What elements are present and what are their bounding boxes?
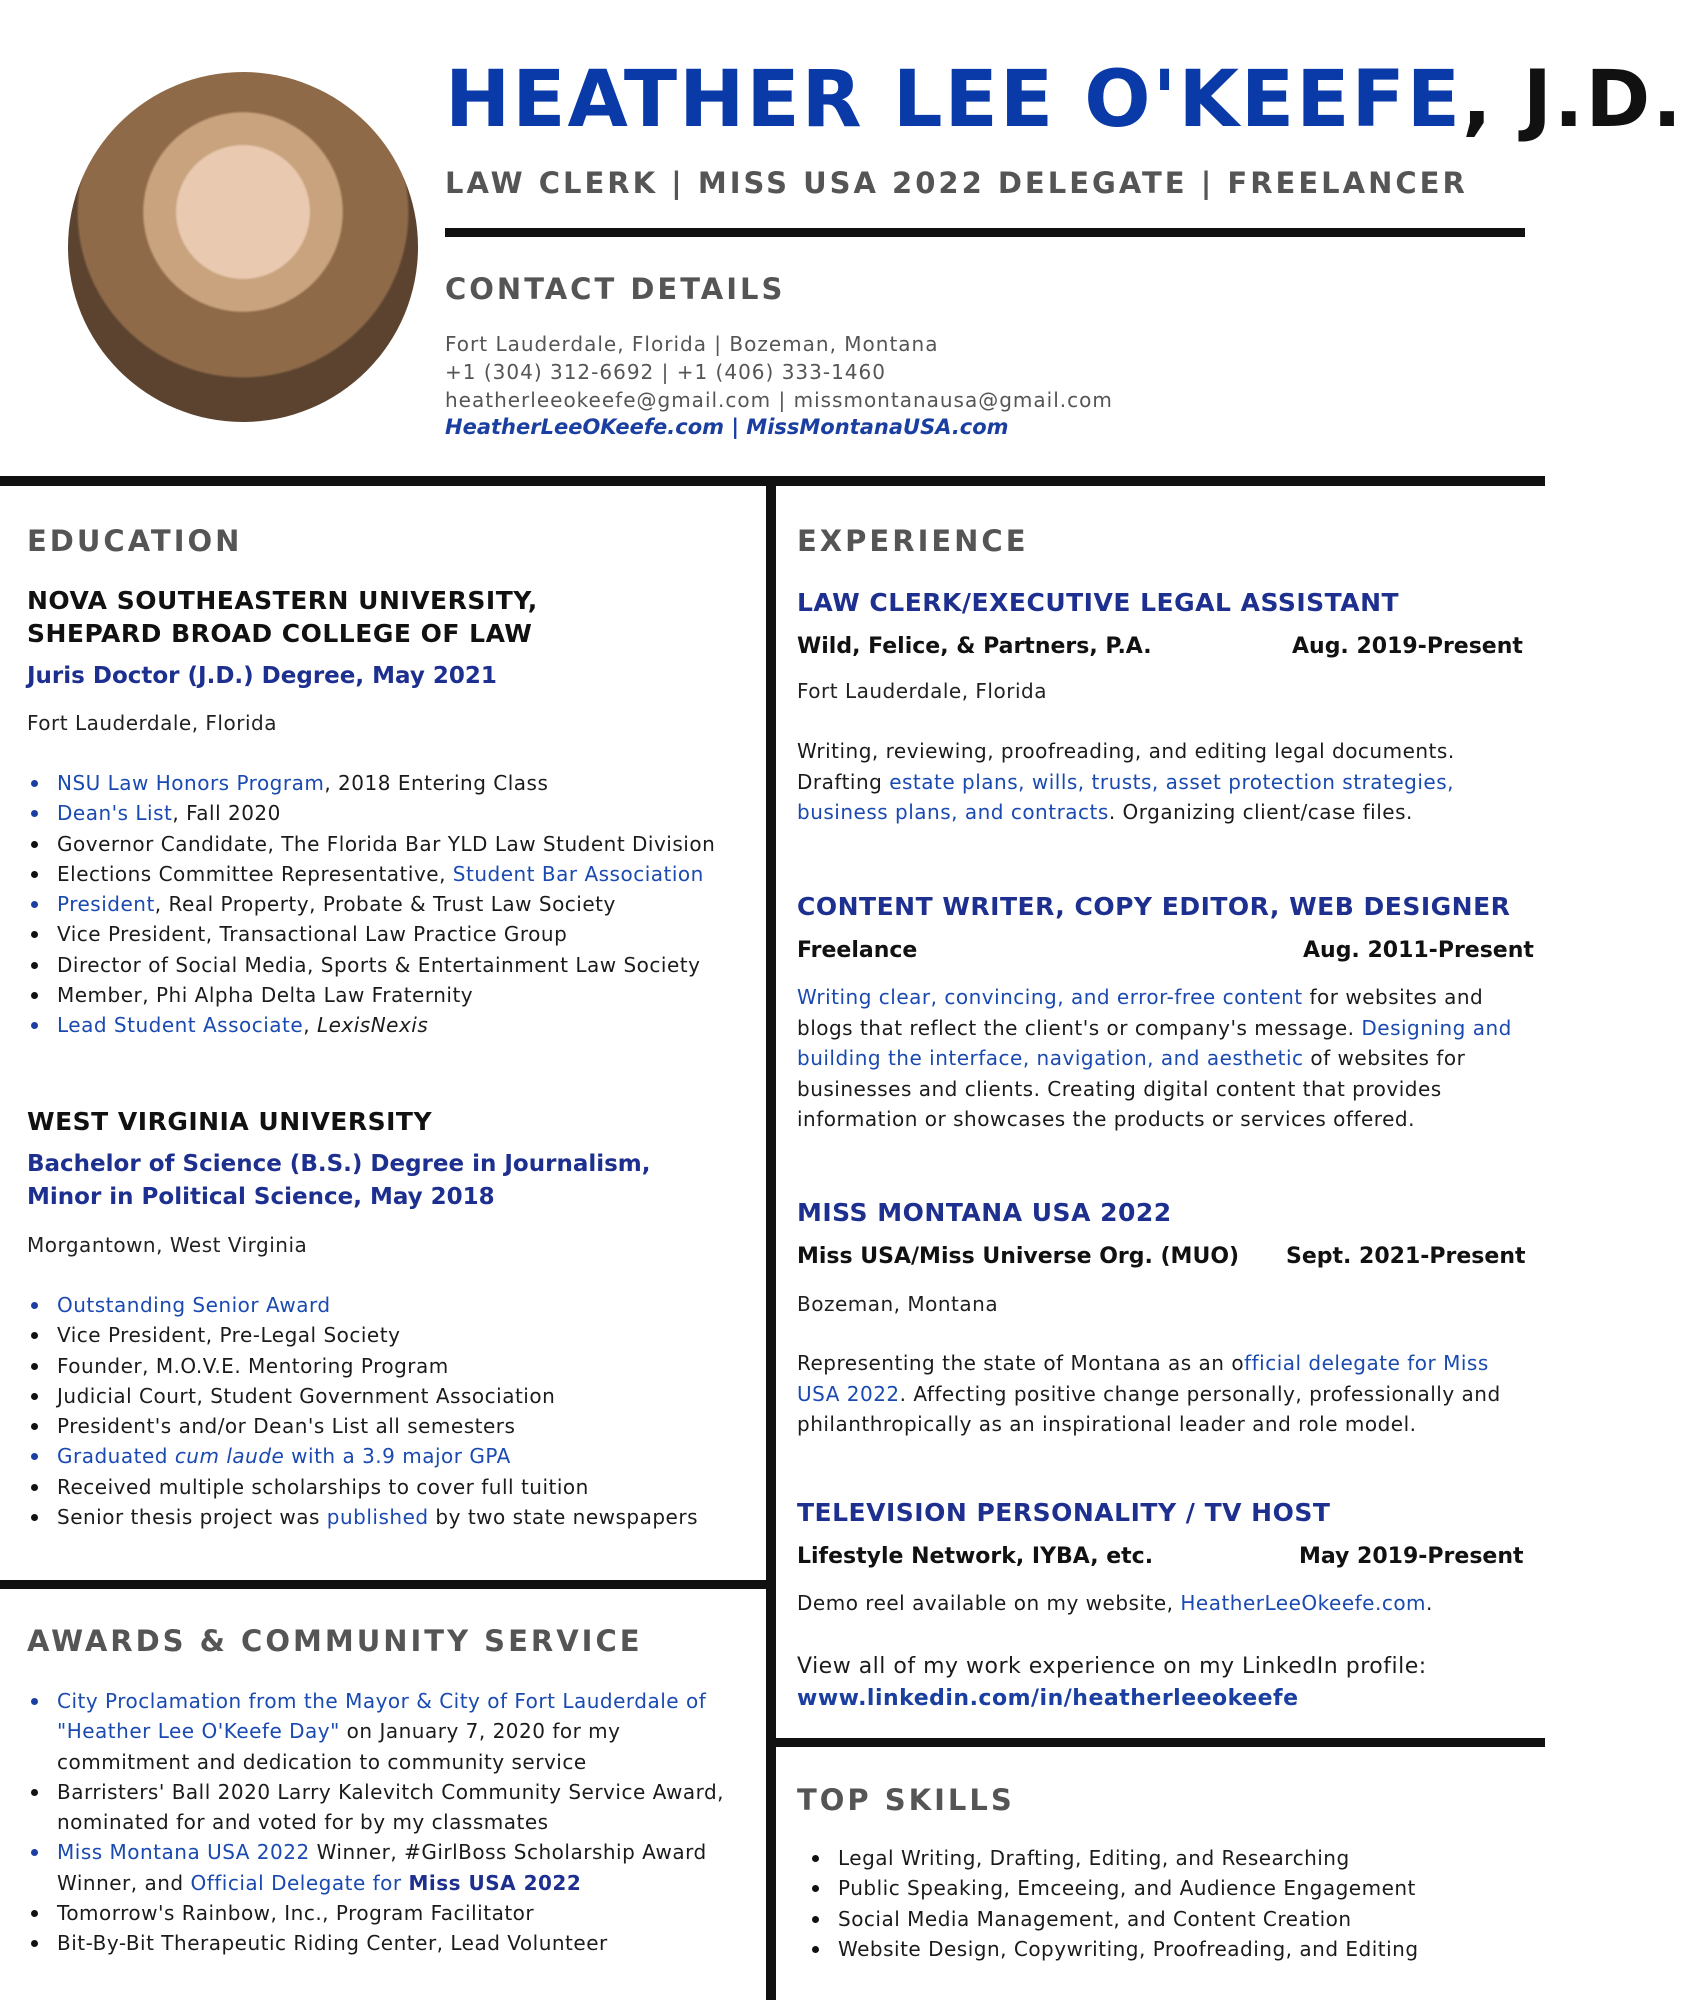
contact-heading: CONTACT DETAILS (445, 272, 786, 306)
contact-phones: +1 (304) 312-6692 | +1 (406) 333-1460 (445, 360, 886, 384)
job1-link[interactable]: estate plans, wills, trusts, asset protection strategies, business plans, and contracts (797, 769, 1454, 824)
nsu-honors-link[interactable]: NSU Law Honors Program (57, 771, 325, 795)
list-item: Social Media Management, and Content Creation (808, 1904, 1528, 1934)
proclamation-link[interactable]: City Proclamation from the Mayor & City of Fort Lauderdale of "Heather Lee O'Keefe Day" (57, 1689, 707, 1744)
name-text: HEATHER LEE O'KEEFE (445, 55, 1463, 145)
nsu-list (27, 768, 757, 1041)
list-item (27, 1837, 727, 1898)
profile-photo (68, 72, 418, 422)
job1-description (797, 736, 1527, 828)
job3-link[interactable]: fficial delegate for Miss USA 2022 (797, 1351, 1489, 1406)
official-delegate-link[interactable]: Official Delegate for (190, 1870, 409, 1895)
job3-org: Miss USA/Miss Universe Org. (MUO) (797, 1244, 1240, 1269)
job2-date: Aug. 2011-Present (1303, 938, 1534, 963)
job4-description (797, 1588, 1532, 1619)
job1-date: Aug. 2019-Present (1292, 634, 1523, 659)
wvu-degree (27, 1148, 651, 1214)
page-title (445, 55, 1684, 145)
list-item (27, 768, 757, 798)
list-item (27, 1290, 757, 1320)
list-item-text: on January 7, 2020 for my commitment and dedication to community service (57, 1719, 621, 1774)
job2-org: Freelance (797, 938, 918, 963)
sba-link[interactable]: Student Bar Association (452, 861, 704, 886)
job3-location: Bozeman, Montana (797, 1292, 999, 1316)
wvu-list (27, 1290, 757, 1532)
list-item: Website Design, Copywriting, Proofreading, and Editing (808, 1934, 1528, 1964)
nsu-school (27, 584, 538, 650)
linkedin-text: View all of my work experience on my LinkedIn profile: (797, 1654, 1427, 1679)
published-link[interactable]: published (326, 1505, 429, 1530)
job4-title: TELEVISION PERSONALITY / TV HOST (797, 1498, 1331, 1527)
list-item (27, 889, 757, 919)
job4-link[interactable]: HeatherLeeOkeefe.com (1180, 1591, 1427, 1615)
job3-date: Sept. 2021-Present (1286, 1244, 1526, 1269)
header-divider (445, 228, 1525, 237)
contact-emails[interactable]: heatherleeokeefe@gmail.com | missmontanausa@gmail.com (445, 388, 1113, 412)
list-item: Barristers' Ball 2020 Larry Kalevitch Community Service Award, nominated for and voted for by my classmates (27, 1777, 727, 1838)
left-divider (0, 1580, 770, 1589)
name-suffix: , J.D. (1462, 55, 1684, 145)
job1-title: LAW CLERK/EXECUTIVE LEGAL ASSISTANT (797, 588, 1400, 617)
list-item-text[interactable]: Graduated (57, 1444, 175, 1469)
lead-associate-link[interactable]: Lead Student Associate (57, 1013, 304, 1038)
list-item (27, 798, 757, 828)
column-divider (766, 476, 776, 2000)
president-link[interactable]: President (57, 892, 155, 917)
list-item-text: , (303, 1013, 317, 1038)
list-item-text: by two state newspapers (428, 1505, 698, 1530)
linkedin-link[interactable]: www.linkedin.com/in/heatherleeokeefe (797, 1686, 1299, 1711)
paragraph-text: . Affecting positive change personally, professionally and philanthropically as an inspirational leader and role model. (797, 1381, 1501, 1436)
wvu-school: WEST VIRGINIA UNIVERSITY (27, 1107, 433, 1136)
experience-heading: EXPERIENCE (797, 524, 1029, 558)
list-item: Received multiple scholarships to cover full tuition (27, 1472, 757, 1502)
awards-heading: AWARDS & COMMUNITY SERVICE (27, 1624, 643, 1658)
skills-list (808, 1843, 1528, 1964)
list-item-text: Elections Committee Representative, (57, 861, 453, 886)
contact-websites[interactable]: HeatherLeeOKeefe.com | MissMontanaUSA.com (445, 415, 1009, 439)
job1-location: Fort Lauderdale, Florida (797, 679, 1047, 703)
right-divider (770, 1738, 1545, 1747)
wvu-degree-line1: Bachelor of Science (B.S.) Degree in Journalism, (27, 1151, 651, 1177)
list-item: Judicial Court, Student Government Association (27, 1381, 757, 1411)
list-item-text: , Fall 2020 (172, 801, 281, 826)
job3-title: MISS MONTANA USA 2022 (797, 1198, 1172, 1227)
subtitle: LAW CLERK | MISS USA 2022 DELEGATE | FREELANCER (445, 166, 1468, 200)
list-item: Member, Phi Alpha Delta Law Fraternity (27, 980, 757, 1010)
paragraph-text: Representing the state of Montana as an o (797, 1351, 1245, 1375)
awards-list (27, 1686, 727, 1959)
list-item: Governor Candidate, The Florida Bar YLD Law Student Division (27, 829, 757, 859)
job4-date: May 2019-Present (1299, 1544, 1524, 1569)
list-item: Director of Social Media, Sports & Entertainment Law Society (27, 950, 757, 980)
list-item: Tomorrow's Rainbow, Inc., Program Facilitator (27, 1898, 727, 1928)
list-item: Vice President, Pre-Legal Society (27, 1320, 757, 1350)
deans-list-link[interactable]: Dean's List (57, 801, 173, 826)
contact-location: Fort Lauderdale, Florida | Bozeman, Montana (445, 332, 939, 356)
list-item-text: , Real Property, Probate & Trust Law Society (154, 892, 616, 917)
list-item (27, 859, 757, 889)
list-item: President's and/or Dean's List all semesters (27, 1411, 757, 1441)
list-item-text: , 2018 Entering Class (324, 771, 549, 795)
miss-montana-link[interactable]: Miss Montana USA 2022 (57, 1840, 310, 1865)
skills-heading: TOP SKILLS (797, 1783, 1015, 1817)
job1-org: Wild, Felice, & Partners, P.A. (797, 634, 1152, 659)
list-item: Vice President, Transactional Law Practice Group (27, 919, 757, 949)
list-item-text[interactable]: cum laude (174, 1444, 285, 1469)
paragraph-text: for websites and blogs that reflect the client's or company's message. (797, 985, 1484, 1040)
senior-award-link[interactable]: Outstanding Senior Award (57, 1293, 331, 1317)
job3-description (797, 1348, 1532, 1440)
list-item: Public Speaking, Emceeing, and Audience Engagement (808, 1873, 1528, 1903)
list-item-text: Winner, #GirlBoss Scholarship Award Winner, and (57, 1840, 707, 1895)
paragraph-text: . (1426, 1591, 1433, 1615)
job2-title: CONTENT WRITER, COPY EDITOR, WEB DESIGNER (797, 892, 1511, 921)
list-item-text[interactable]: with a 3.9 major GPA (284, 1444, 511, 1469)
job2-link-designing[interactable]: Designing and building the interface, navigation, and aesthetic (797, 1015, 1512, 1070)
paragraph-text: . Organizing client/case files. (1108, 800, 1413, 824)
job2-link-writing[interactable]: Writing clear, convincing, and error-free content (797, 985, 1303, 1009)
paragraph-text: Demo reel available on my website, (797, 1591, 1181, 1615)
list-item: Legal Writing, Drafting, Editing, and Researching (808, 1843, 1528, 1873)
list-item (27, 1010, 757, 1040)
list-item[interactable] (27, 1441, 757, 1471)
list-item (27, 1502, 757, 1532)
list-item-text: Senior thesis project was (57, 1505, 327, 1530)
wvu-degree-line2: Minor in Political Science, May 2018 (27, 1184, 495, 1210)
list-item: Bit-By-Bit Therapeutic Riding Center, Lead Volunteer (27, 1928, 727, 1958)
job4-org: Lifestyle Network, IYBA, etc. (797, 1544, 1154, 1569)
paragraph-text: Writing, reviewing, proofreading, and editing legal documents. Drafting (797, 739, 1455, 794)
nsu-school-line2: SHEPARD BROAD COLLEGE OF LAW (27, 619, 533, 648)
list-item-text[interactable]: Miss USA 2022 (408, 1870, 582, 1895)
list-item-text: LexisNexis (316, 1013, 429, 1038)
education-heading: EDUCATION (27, 524, 243, 558)
list-item: Founder, M.O.V.E. Mentoring Program (27, 1351, 757, 1381)
wvu-location: Morgantown, West Virginia (27, 1233, 308, 1257)
list-item (27, 1686, 727, 1777)
job2-description (797, 982, 1532, 1135)
nsu-degree: Juris Doctor (J.D.) Degree, May 2021 (27, 663, 497, 689)
paragraph-text: of websites for businesses and clients. Creating digital content that provides information or showcases the products or services offered. (797, 1046, 1466, 1131)
nsu-location: Fort Lauderdale, Florida (27, 711, 277, 735)
nsu-school-line1: NOVA SOUTHEASTERN UNIVERSITY, (27, 586, 538, 615)
